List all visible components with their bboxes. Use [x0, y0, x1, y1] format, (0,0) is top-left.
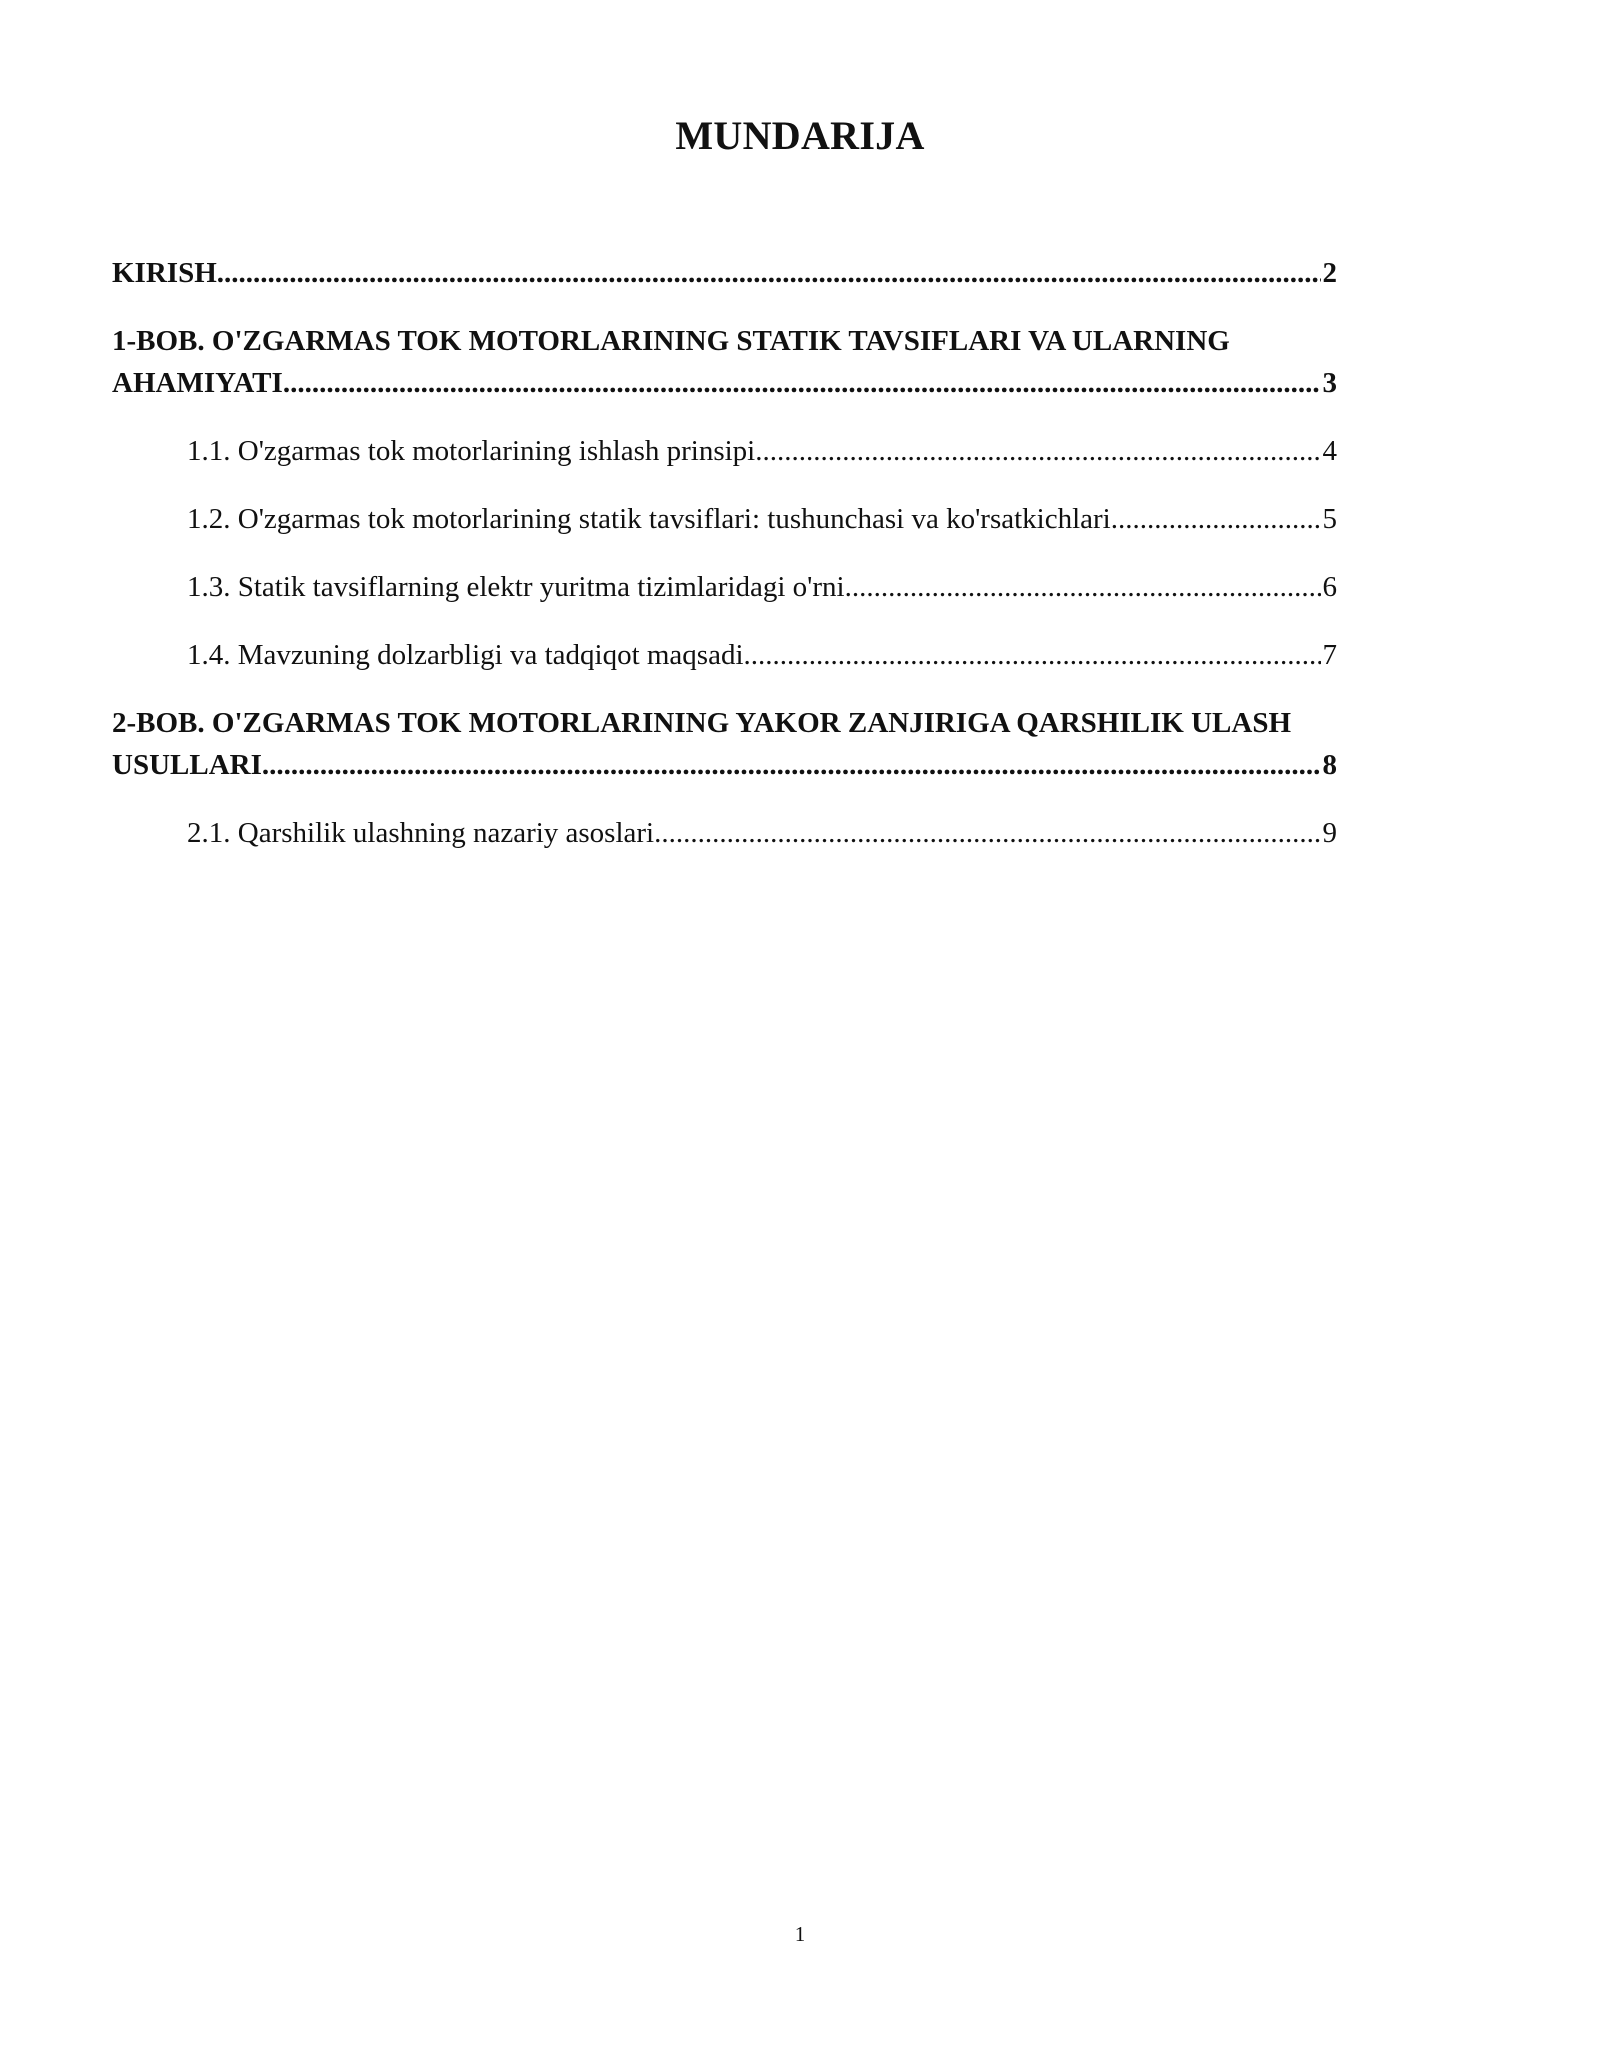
toc-entry-section-1-1[interactable] — [112, 430, 1337, 472]
dot-leader — [217, 252, 1321, 294]
toc-entry-section-1-4[interactable] — [112, 634, 1337, 676]
toc-entry-kirish[interactable] — [112, 252, 1337, 294]
dot-leader — [283, 362, 1321, 404]
dot-leader — [744, 634, 1321, 676]
page-title: MUNDARIJA — [675, 113, 925, 158]
toc-entry-label: KIRISH — [112, 257, 217, 289]
toc-entry-section-1-3[interactable] — [112, 566, 1337, 608]
toc-entry-section-2-1[interactable] — [112, 812, 1337, 854]
toc-entry-label: 1.3. Statik tavsiflarning elektr yuritma tizimlaridagi o'rni — [187, 571, 845, 603]
toc-entry-label: 1.2. O'zgarmas tok motorlarining statik tavsiflari: tushunchasi va ko'rsatkichlari — [187, 503, 1111, 535]
toc-page-number: 2 — [1322, 257, 1337, 289]
toc-page-number: 5 — [1322, 503, 1337, 535]
toc-page-number: 4 — [1322, 435, 1337, 467]
dot-leader — [262, 744, 1321, 786]
toc-page-number: 6 — [1322, 571, 1337, 603]
toc-page-number: 7 — [1322, 639, 1337, 671]
toc-entry-label-line1: 1-BOB. O'ZGARMAS TOK MOTORLARINING STATIK TAVSIFLARI VA ULARNING — [112, 325, 1230, 357]
dot-leader — [845, 566, 1321, 608]
toc-entry-label-line2: AHAMIYATI — [112, 367, 283, 399]
page-number-footer: 1 — [794, 1922, 806, 1946]
toc-entry-label: 1.1. O'zgarmas tok motorlarining ishlash prinsipi — [187, 435, 756, 467]
dot-leader — [755, 430, 1320, 472]
toc-entry-label-line1: 2-BOB. O'ZGARMAS TOK MOTORLARINING YAKOR ZANJIRIGA QARSHILIK ULASH — [112, 707, 1292, 739]
dot-leader — [1111, 498, 1321, 540]
toc-entry-label-line2: USULLARI — [112, 749, 262, 781]
toc-entry-label: 2.1. Qarshilik ulashning nazariy asoslari — [187, 817, 655, 849]
table-of-contents — [112, 252, 1337, 880]
dot-leader — [654, 812, 1320, 854]
toc-page-number: 3 — [1322, 367, 1337, 399]
toc-entry-chapter-1[interactable] — [112, 320, 1337, 404]
toc-entry-section-1-2[interactable] — [112, 498, 1337, 540]
toc-entry-label: 1.4. Mavzuning dolzarbligi va tadqiqot maqsadi — [187, 639, 744, 671]
toc-page-number: 8 — [1322, 749, 1337, 781]
toc-page-number: 9 — [1322, 817, 1337, 849]
toc-entry-chapter-2[interactable] — [112, 702, 1337, 786]
